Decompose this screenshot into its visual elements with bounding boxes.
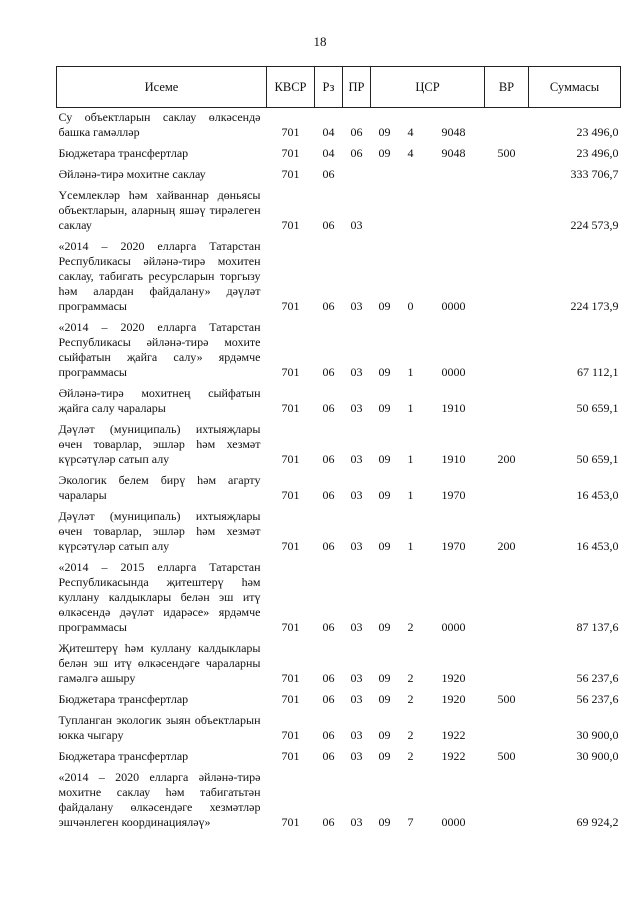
row-rz: 06 <box>322 452 335 466</box>
row-kvsr: 701 <box>281 125 300 139</box>
row-name: Әйләнә-тирә мохитне саклау <box>58 167 206 181</box>
table-row <box>57 237 621 318</box>
row-vr <box>485 768 529 834</box>
row-kvsr: 701 <box>281 815 300 829</box>
row-csr-subprogram <box>399 186 423 237</box>
row-pr <box>343 165 371 186</box>
row-pr: 03 <box>350 692 363 706</box>
row-kvsr: 701 <box>281 749 300 763</box>
row-vr: 500 <box>497 692 516 706</box>
row-name: «2014 – 2015 елларга Татарстан Республикасында җитештерү һәм куллану калдыклары белән эш итү өлкәсендә дәүләт идарәсе» ярдәмче программасы <box>58 560 261 634</box>
row-name: Бюджетара трансфертлар <box>58 692 189 706</box>
row-csr-subprogram: 0 <box>407 299 414 313</box>
row-pr: 03 <box>350 728 363 742</box>
row-pr: 03 <box>350 365 363 379</box>
row-csr-program: 09 <box>378 146 391 160</box>
budget-table <box>56 66 621 834</box>
row-sum: 69 924,2 <box>576 815 619 829</box>
row-vr <box>485 237 529 318</box>
row-csr-program: 09 <box>378 539 391 553</box>
row-name: Дәүләт (муниципаль) ихтыяҗлары өчен товарлар, эшләр һәм хезмәт күрсәтүләр сатып алу <box>58 422 261 466</box>
row-rz: 06 <box>322 749 335 763</box>
row-rz: 06 <box>322 671 335 685</box>
row-sum: 224 573,9 <box>570 218 619 232</box>
row-csr-program: 09 <box>378 692 391 706</box>
row-csr-code <box>423 186 485 237</box>
row-sum: 56 237,6 <box>576 671 619 685</box>
row-name: «2014 – 2020 елларга Татарстан Республикасы әйләнә-тирә мохите сыйфатын җайга салу» ярдәмче программасы <box>58 320 261 379</box>
row-csr-subprogram: 1 <box>407 452 414 466</box>
row-csr-program: 09 <box>378 488 391 502</box>
row-pr: 06 <box>350 146 363 160</box>
row-csr-program <box>371 186 399 237</box>
row-vr <box>485 165 529 186</box>
table-row <box>57 318 621 384</box>
row-sum: 23 496,0 <box>576 146 619 160</box>
row-csr-code: 9048 <box>441 146 466 160</box>
row-name: Су объектларын саклау өлкәсендә башка гамәлләр <box>58 110 261 139</box>
row-rz: 06 <box>322 539 335 553</box>
row-csr-program: 09 <box>378 728 391 742</box>
header-csr: ЦСР <box>371 67 485 108</box>
row-rz: 06 <box>322 299 335 313</box>
row-vr <box>485 318 529 384</box>
row-sum: 50 659,1 <box>576 401 619 415</box>
row-sum: 23 496,0 <box>576 125 619 139</box>
row-kvsr: 701 <box>281 671 300 685</box>
row-csr-subprogram: 1 <box>407 401 414 415</box>
table-row <box>57 471 621 507</box>
row-csr-code: 1920 <box>441 692 466 706</box>
row-csr-subprogram: 1 <box>407 488 414 502</box>
row-pr: 03 <box>350 401 363 415</box>
row-csr-subprogram: 4 <box>407 146 414 160</box>
row-csr-subprogram: 1 <box>407 365 414 379</box>
row-csr-code: 1910 <box>441 452 466 466</box>
row-rz: 06 <box>322 728 335 742</box>
row-vr <box>485 186 529 237</box>
row-csr-code: 1922 <box>441 728 466 742</box>
row-sum: 16 453,0 <box>576 539 619 553</box>
row-csr-subprogram <box>399 165 423 186</box>
row-sum: 30 900,0 <box>576 749 619 763</box>
row-rz: 06 <box>322 401 335 415</box>
row-csr-program: 09 <box>378 299 391 313</box>
row-vr: 200 <box>497 452 516 466</box>
row-csr-subprogram: 2 <box>407 620 414 634</box>
row-sum: 67 112,1 <box>576 365 619 379</box>
table-row <box>57 186 621 237</box>
row-kvsr: 701 <box>281 299 300 313</box>
row-rz: 04 <box>322 146 335 160</box>
row-kvsr: 701 <box>281 539 300 553</box>
row-name: «2014 – 2020 елларга әйләнә-тирә мохитне саклау һәм табигатьтән файдалану өлкәсендәге хезмәтләр эшчәнлеген координацияләү» <box>58 770 261 829</box>
row-rz: 06 <box>322 692 335 706</box>
header-name: Исеме <box>57 67 267 108</box>
row-kvsr: 701 <box>281 167 300 181</box>
row-rz: 06 <box>322 365 335 379</box>
row-name: Бюджетара трансфертлар <box>58 749 189 763</box>
row-vr <box>485 108 529 145</box>
row-name: Тупланган экологик зыян объектларын юкка чыгару <box>58 713 261 742</box>
table-row <box>57 384 621 420</box>
row-pr: 03 <box>350 299 363 313</box>
row-vr: 500 <box>497 146 516 160</box>
row-kvsr: 701 <box>281 218 300 232</box>
row-csr-program <box>371 165 399 186</box>
row-csr-subprogram: 7 <box>407 815 414 829</box>
row-vr <box>485 639 529 690</box>
header-pr: ПР <box>343 67 371 108</box>
row-sum: 16 453,0 <box>576 488 619 502</box>
row-csr-program: 09 <box>378 749 391 763</box>
row-csr-code: 0000 <box>441 299 466 313</box>
row-name: Әйләнә-тирә мохитнең сыйфатын җайга салу чаралары <box>58 386 261 415</box>
table-row <box>57 690 621 711</box>
row-csr-code: 0000 <box>441 365 466 379</box>
row-kvsr: 701 <box>281 692 300 706</box>
row-csr-code: 1920 <box>441 671 466 685</box>
row-csr-program: 09 <box>378 125 391 139</box>
row-pr: 03 <box>350 539 363 553</box>
row-pr: 03 <box>350 452 363 466</box>
table-row <box>57 768 621 834</box>
table-row <box>57 144 621 165</box>
row-sum: 333 706,7 <box>570 167 619 181</box>
row-pr: 06 <box>350 125 363 139</box>
row-csr-code: 0000 <box>441 815 466 829</box>
row-csr-subprogram: 1 <box>407 539 414 553</box>
row-kvsr: 701 <box>281 401 300 415</box>
row-kvsr: 701 <box>281 365 300 379</box>
row-csr-program: 09 <box>378 365 391 379</box>
row-name: Үсемлекләр һәм хайваннар дөньясы объектларын, аларның яшәү тирәлеген саклау <box>58 188 261 232</box>
row-csr-code <box>423 165 485 186</box>
row-pr: 03 <box>350 620 363 634</box>
row-rz: 04 <box>322 125 335 139</box>
header-kvsr: КВСР <box>267 67 315 108</box>
table-row <box>57 639 621 690</box>
row-rz: 06 <box>322 620 335 634</box>
row-pr: 03 <box>350 815 363 829</box>
row-rz: 06 <box>322 218 335 232</box>
row-csr-program: 09 <box>378 815 391 829</box>
row-vr: 500 <box>497 749 516 763</box>
row-vr <box>485 711 529 747</box>
row-sum: 30 900,0 <box>576 728 619 742</box>
row-csr-subprogram: 4 <box>407 125 414 139</box>
row-name: «2014 – 2020 елларга Татарстан Республикасы әйләнә-тирә мохитен саклау, табигать ресурсларын торгызу һәм алардан файдалану» дәүләт программасы <box>58 239 261 313</box>
row-sum: 87 137,6 <box>576 620 619 634</box>
row-csr-program: 09 <box>378 452 391 466</box>
row-csr-program: 09 <box>378 620 391 634</box>
row-sum: 50 659,1 <box>576 452 619 466</box>
row-csr-subprogram: 2 <box>407 692 414 706</box>
row-rz: 06 <box>322 488 335 502</box>
row-csr-code: 1970 <box>441 488 466 502</box>
row-csr-code: 9048 <box>441 125 466 139</box>
row-kvsr: 701 <box>281 452 300 466</box>
row-vr <box>485 558 529 639</box>
row-kvsr: 701 <box>281 728 300 742</box>
table-row <box>57 711 621 747</box>
row-csr-code: 0000 <box>441 620 466 634</box>
row-csr-program: 09 <box>378 671 391 685</box>
row-pr: 03 <box>350 488 363 502</box>
row-sum: 56 237,6 <box>576 692 619 706</box>
row-csr-code: 1970 <box>441 539 466 553</box>
row-vr <box>485 384 529 420</box>
header-vr: ВР <box>485 67 529 108</box>
row-csr-subprogram: 2 <box>407 728 414 742</box>
row-csr-code: 1922 <box>441 749 466 763</box>
row-pr: 03 <box>350 218 363 232</box>
row-vr <box>485 471 529 507</box>
table-row <box>57 558 621 639</box>
row-name: Җитештерү һәм куллану калдыклары белән эш итү өлкәсендәге чараларны гамәлгә ашыру <box>58 641 261 685</box>
page-number: 18 <box>313 34 327 49</box>
row-pr: 03 <box>350 671 363 685</box>
table-row <box>57 165 621 186</box>
table-row <box>57 420 621 471</box>
table-row <box>57 507 621 558</box>
row-kvsr: 701 <box>281 488 300 502</box>
row-csr-program: 09 <box>378 401 391 415</box>
row-name: Дәүләт (муниципаль) ихтыяҗлары өчен товарлар, эшләр һәм хезмәт күрсәтүләр сатып алу <box>58 509 261 553</box>
row-csr-subprogram: 2 <box>407 671 414 685</box>
row-csr-code: 1910 <box>441 401 466 415</box>
header-rz: Рз <box>315 67 343 108</box>
row-csr-subprogram: 2 <box>407 749 414 763</box>
row-name: Экологик белем бирү һәм агарту чаралары <box>58 473 261 502</box>
table-header-row <box>57 67 621 108</box>
row-vr: 200 <box>497 539 516 553</box>
row-kvsr: 701 <box>281 620 300 634</box>
table-row <box>57 747 621 768</box>
table-row <box>57 108 621 145</box>
row-name: Бюджетара трансфертлар <box>58 146 189 160</box>
row-rz: 06 <box>322 167 335 181</box>
row-kvsr: 701 <box>281 146 300 160</box>
header-sum: Суммасы <box>529 67 621 108</box>
row-rz: 06 <box>322 815 335 829</box>
row-pr: 03 <box>350 749 363 763</box>
row-sum: 224 173,9 <box>570 299 619 313</box>
